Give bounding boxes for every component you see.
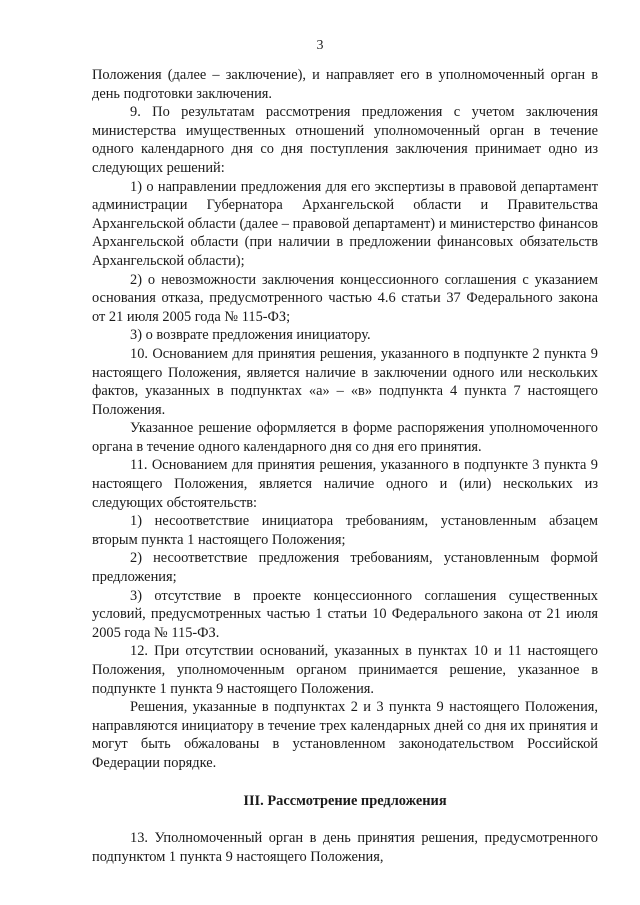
paragraph-item-12: 12. При отсутствии оснований, указанных в пунктах 10 и 11 настоящего Положения, уполномоченным органом принимается решение, указанное в подпункте 1 пункта 9 настоящего Положения. bbox=[92, 643, 598, 697]
document-body bbox=[92, 66, 598, 866]
subitem-9-3: 3) о возврате предложения инициатору. bbox=[130, 327, 371, 344]
paragraph-continuation: Положения (далее – заключение), и направляет его в уполномоченный орган в день подготовки заключения. bbox=[92, 67, 598, 102]
subitem-11-1: 1) несоответствие инициатора требованиям, установленным абзацем вторым пункта 1 настоящего Положения; bbox=[92, 513, 598, 548]
page-number: 3 bbox=[316, 38, 324, 53]
paragraph-item-10-note: Указанное решение оформляется в форме распоряжения уполномоченного органа в течение одного календарного дня со дня его принятия. bbox=[92, 420, 598, 455]
section-heading: III. Рассмотрение предложения bbox=[243, 792, 447, 809]
paragraph-item-12-note: Решения, указанные в подпунктах 2 и 3 пункта 9 настоящего Положения, направляются инициатору в течение трех календарных дней со дня их принятия и могут быть обжалованы в установленном законодательством Российской Федерации порядке. bbox=[92, 699, 598, 771]
subitem-11-2: 2) несоответствие предложения требованиям, установленным формой предложения; bbox=[92, 550, 598, 586]
paragraph-item-13: 13. Уполномоченный орган в день принятия решения, предусмотренного подпунктом 1 пункта 9 настоящего Положения, bbox=[92, 830, 598, 865]
paragraph-item-9: 9. По результатам рассмотрения предложения с учетом заключения министерства имущественных отношений уполномоченный орган в течение одного календарного дня со дня поступления заключения принимает одно из следующих решений: bbox=[92, 104, 598, 176]
subitem-11-3: 3) отсутствие в проекте концессионного соглашения существенных условий, предусмотренных частью 1 статьи 10 Федерального закона от 21 июля 2005 года № 115-ФЗ. bbox=[92, 587, 598, 641]
subitem-9-1: 1) о направлении предложения для его экспертизы в правовой департамент администрации Губернатора Архангельской области и Правительства Архангельской области (далее – правовой департамент) и министерство финансов Архангельской области (при наличии в предложении финансовых обязательств Архангельской области); bbox=[92, 178, 598, 269]
subitem-9-2: 2) о невозможности заключения концессионного соглашения с указанием основания отказа, предусмотренного частью 4.6 статьи 37 Федерального закона от 21 июля 2005 года № 115-ФЗ; bbox=[92, 271, 598, 325]
paragraph-item-11: 11. Основанием для принятия решения, указанного в подпункте 3 пункта 9 настоящего Положения, является наличие одного и (или) нескольких из следующих обстоятельств: bbox=[92, 457, 598, 511]
paragraph-item-10: 10. Основанием для принятия решения, указанного в подпункте 2 пункта 9 настоящего Положения, является наличие в заключении одного или нескольких фактов, указанных в подпунктах «а» – «в» подпункта 4 пункта 7 настоящего Положения. bbox=[92, 345, 598, 418]
